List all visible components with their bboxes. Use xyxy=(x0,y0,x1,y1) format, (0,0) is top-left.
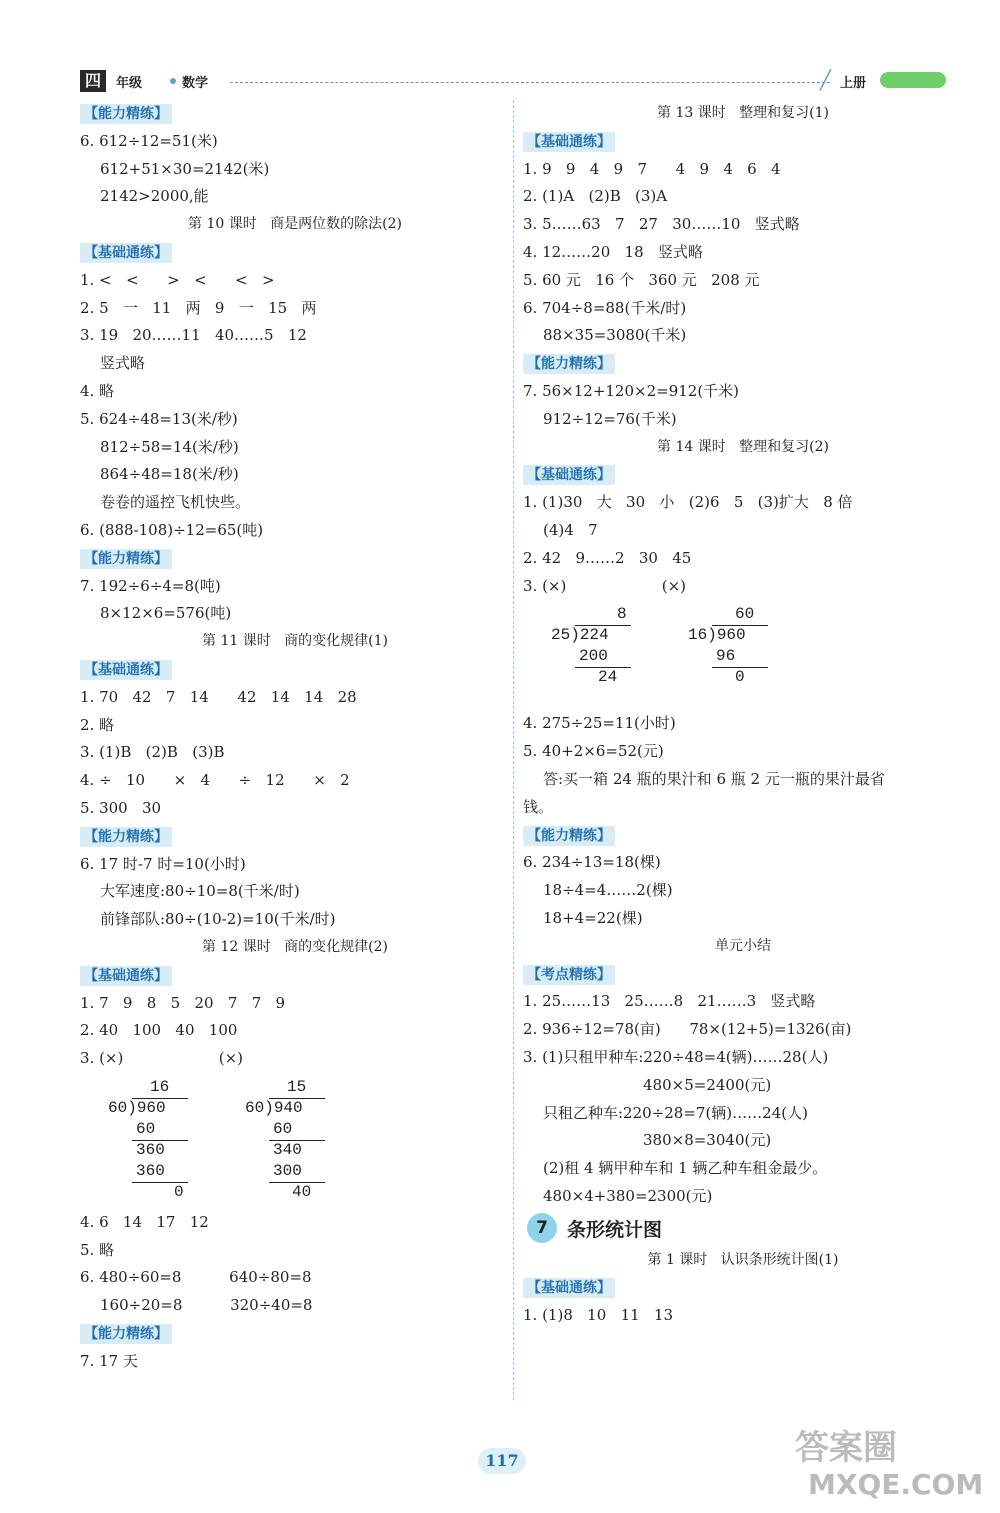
lesson-title: 单元小结 xyxy=(715,937,771,954)
lesson-title: 第 1 课时 认识条形统计图(1) xyxy=(647,1251,839,1268)
division-bar xyxy=(132,1182,188,1183)
answer-line: 6. 704÷8=88(千米/时) xyxy=(523,298,687,317)
section-tag: 【基础通练】 xyxy=(523,1278,615,1298)
dividend: 960 xyxy=(716,626,746,645)
step-line: 60 xyxy=(136,1119,156,1138)
answer-line: 只租乙种车:220÷28=7(辆)……24(人) xyxy=(543,1103,808,1122)
division-bar xyxy=(132,1140,188,1141)
subject-label: 数学 xyxy=(182,76,209,91)
answer-line: 2. 5 一 11 两 9 一 15 两 xyxy=(80,298,317,317)
answer-line: 1. < < > < < > xyxy=(80,270,275,289)
header-badge xyxy=(880,72,946,88)
long-division: 16 60)960 60 360 360 0 xyxy=(108,1077,208,1203)
division-bar xyxy=(712,625,768,626)
division-bar xyxy=(575,667,631,668)
answer-line: 5. 624÷48=13(米/秒) xyxy=(80,409,238,428)
divisor: 60 xyxy=(108,1098,128,1117)
column-divider xyxy=(513,100,514,1400)
section-tag: 【基础通练】 xyxy=(523,465,615,485)
dividend: 940 xyxy=(273,1098,303,1117)
lesson-title: 第 14 课时 整理和复习(2) xyxy=(657,438,829,455)
dividend: 224 xyxy=(579,626,609,645)
header-slash: ╱ xyxy=(820,70,831,91)
answer-line: 912÷12=76(千米) xyxy=(543,409,677,428)
division-bar xyxy=(269,1140,325,1141)
answer-line: 4. 6 14 17 12 xyxy=(80,1212,209,1231)
remainder: 0 xyxy=(174,1182,184,1201)
answer-line: 1. (1)30 大 30 小 (2)6 5 (3)扩大 8 倍 xyxy=(523,493,853,512)
step-line: 340 xyxy=(273,1140,302,1159)
answer-line: 6. 234÷13=18(棵) xyxy=(523,853,661,872)
quotient: 16 xyxy=(150,1077,170,1096)
right-column xyxy=(523,100,963,1330)
answer-line: 1. (1)8 10 11 13 xyxy=(523,1306,674,1325)
section-tag: 【能力精练】 xyxy=(523,826,615,846)
answer-line: 前锋部队:80÷(10-2)=10(千米/时) xyxy=(100,910,336,929)
answer-line: 5. 40+2×6=52(元) xyxy=(523,742,664,761)
header-rule xyxy=(230,82,830,83)
long-division: 8 25)224 200 24 xyxy=(551,604,651,688)
answer-line: 380×8=3040(元) xyxy=(643,1131,772,1150)
section-tag: 【考点精练】 xyxy=(523,965,615,985)
section-tag: 【基础通练】 xyxy=(80,966,172,986)
quotient: 8 xyxy=(617,605,627,624)
answer-line: 18÷4=4……2(棵) xyxy=(543,881,673,900)
section-tag: 【能力精练】 xyxy=(80,1324,172,1344)
division-bar xyxy=(269,1182,325,1183)
section-tag: 【能力精练】 xyxy=(80,549,172,569)
answer-line: 1. 9 9 4 9 7 4 9 4 6 4 xyxy=(523,159,781,178)
divisor: 60 xyxy=(245,1098,265,1117)
lesson-title: 第 12 课时 商的变化规律(2) xyxy=(202,938,388,955)
answer-line: 480×5=2400(元) xyxy=(643,1075,772,1094)
section-tag: 【能力精练】 xyxy=(80,827,172,847)
remainder: 0 xyxy=(735,668,745,687)
answer-line: (4)4 7 xyxy=(543,520,598,539)
division-bar xyxy=(132,1098,188,1099)
grade-label: 年级 xyxy=(116,76,143,91)
answer-line: 7. 192÷6÷4=8(吨) xyxy=(80,576,221,595)
division-bar xyxy=(269,1098,325,1099)
dividend: 960 xyxy=(136,1098,166,1117)
division-bar xyxy=(712,667,768,668)
chapter-title: 条形统计图 xyxy=(567,1218,663,1241)
remainder: 24 xyxy=(598,668,618,687)
answer-line: 竖式略 xyxy=(100,354,146,373)
long-division: 15 60)940 60 340 300 40 xyxy=(245,1077,345,1203)
answer-line: 2. 40 100 40 100 xyxy=(80,1021,238,1040)
answer-line: 6. 480÷60=8 640÷80=8 xyxy=(80,1268,312,1287)
section-tag: 【基础通练】 xyxy=(80,660,172,680)
lesson-title: 第 13 课时 整理和复习(1) xyxy=(657,105,829,121)
answer-line: 480×4+380=2300(元) xyxy=(543,1186,713,1205)
step-line: 360 xyxy=(136,1161,165,1180)
step-line: 96 xyxy=(716,647,736,666)
answer-line: 1. 7 9 8 5 20 7 7 9 xyxy=(80,993,286,1012)
answer-line: 2. 42 9……2 30 45 xyxy=(523,548,692,567)
answer-line: 大军速度:80÷10=8(千米/时) xyxy=(100,882,300,901)
answer-line: 2142>2000,能 xyxy=(100,187,209,206)
answer-line: 2. (1)A (2)B (3)A xyxy=(523,187,668,206)
answer-line: 6. 612÷12=51(米) xyxy=(80,131,218,150)
answer-line: 6. 17 时-7 时=10(小时) xyxy=(80,854,246,873)
remainder: 40 xyxy=(292,1182,312,1201)
answer-line: 3. (1)B (2)B (3)B xyxy=(80,743,225,762)
watermark-url: MXQE.COM xyxy=(808,1468,984,1501)
answer-line: 864÷48=18(米/秒) xyxy=(100,465,239,484)
division-bar xyxy=(575,625,631,626)
answer-line: 2. 936÷12=78(亩) 78×(12+5)=1326(亩) xyxy=(523,1020,852,1039)
step-line: 300 xyxy=(273,1161,302,1180)
answer-line: 7. 56×12+120×2=912(千米) xyxy=(523,381,740,400)
answer-line: 3. (×) (×) xyxy=(523,576,686,595)
section-tag: 【能力精练】 xyxy=(80,104,172,124)
long-division: 60 16)960 96 0 xyxy=(688,604,788,688)
answer-line: 88×35=3080(千米) xyxy=(543,326,687,345)
answer-line: 6. (888-108)÷12=65(吨) xyxy=(80,520,264,539)
section-tag: 【基础通练】 xyxy=(80,243,172,263)
answer-line: 1. 70 42 7 14 42 14 14 28 xyxy=(80,687,357,706)
page-number: 117 xyxy=(478,1448,526,1474)
quotient: 60 xyxy=(735,605,755,624)
answer-line: (2)租 4 辆甲种车和 1 辆乙种车租金最少。 xyxy=(543,1159,828,1178)
answer-line: 4. 略 xyxy=(80,381,115,400)
lesson-title: 第 10 课时 商是两位数的除法(2) xyxy=(188,216,402,233)
volume-label: 上册 xyxy=(840,76,867,91)
answer-line: 钱。 xyxy=(523,797,554,816)
chapter-heading xyxy=(523,1211,963,1247)
divisor: 16 xyxy=(688,626,708,645)
step-line: 60 xyxy=(273,1119,293,1138)
answer-line: 5. 60 元 16 个 360 元 208 元 xyxy=(523,270,760,289)
answer-line: 4. 275÷25=11(小时) xyxy=(523,714,676,733)
answer-line: 18+4=22(棵) xyxy=(543,908,643,927)
answer-line: 3. 5……63 7 27 30……10 竖式略 xyxy=(523,215,800,234)
answer-line: 5. 300 30 xyxy=(80,798,162,817)
answer-line: 1. 25……13 25……8 21……3 竖式略 xyxy=(523,992,816,1011)
answer-line: 5. 略 xyxy=(80,1240,115,1259)
long-division-pair xyxy=(80,1073,510,1209)
answer-line: 7. 17 天 xyxy=(80,1351,138,1370)
lesson-title: 第 11 课时 商的变化规律(1) xyxy=(202,633,388,650)
answer-line: 612+51×30=2142(米) xyxy=(100,159,270,178)
quotient: 15 xyxy=(287,1077,307,1096)
answer-line: 3. (1)只租甲种车:220÷48=4(辆)……28(人) xyxy=(523,1047,829,1066)
answer-line: 答:买一箱 24 瓶的果汁和 6 瓶 2 元一瓶的果汁最省 xyxy=(543,769,885,788)
page-header xyxy=(80,70,950,94)
separator-dot xyxy=(170,78,176,84)
answer-line: 3. (×) (×) xyxy=(80,1049,243,1068)
step-line: 200 xyxy=(579,647,608,666)
left-column xyxy=(80,100,510,1376)
grade-box: 四 xyxy=(80,70,106,92)
watermark-logo: 答案圈 xyxy=(795,1428,897,1468)
answer-line: 4. ÷ 10 × 4 ÷ 12 × 2 xyxy=(80,771,350,790)
divisor: 25 xyxy=(551,626,571,645)
long-division-pair xyxy=(523,600,963,710)
answer-line: 8×12×6=576(吨) xyxy=(100,604,232,623)
answer-line: 812÷58=14(米/秒) xyxy=(100,437,239,456)
answer-line: 卷卷的遥控飞机快些。 xyxy=(100,493,251,512)
section-tag: 【基础通练】 xyxy=(523,132,615,152)
answer-line: 160÷20=8 320÷40=8 xyxy=(100,1296,313,1315)
step-line: 360 xyxy=(136,1140,165,1159)
answer-line: 4. 12……20 18 竖式略 xyxy=(523,242,703,261)
answer-line: 2. 略 xyxy=(80,715,115,734)
chapter-number: 7 xyxy=(527,1213,557,1243)
answer-line: 3. 19 20……11 40……5 12 xyxy=(80,326,307,345)
section-tag: 【能力精练】 xyxy=(523,354,615,374)
